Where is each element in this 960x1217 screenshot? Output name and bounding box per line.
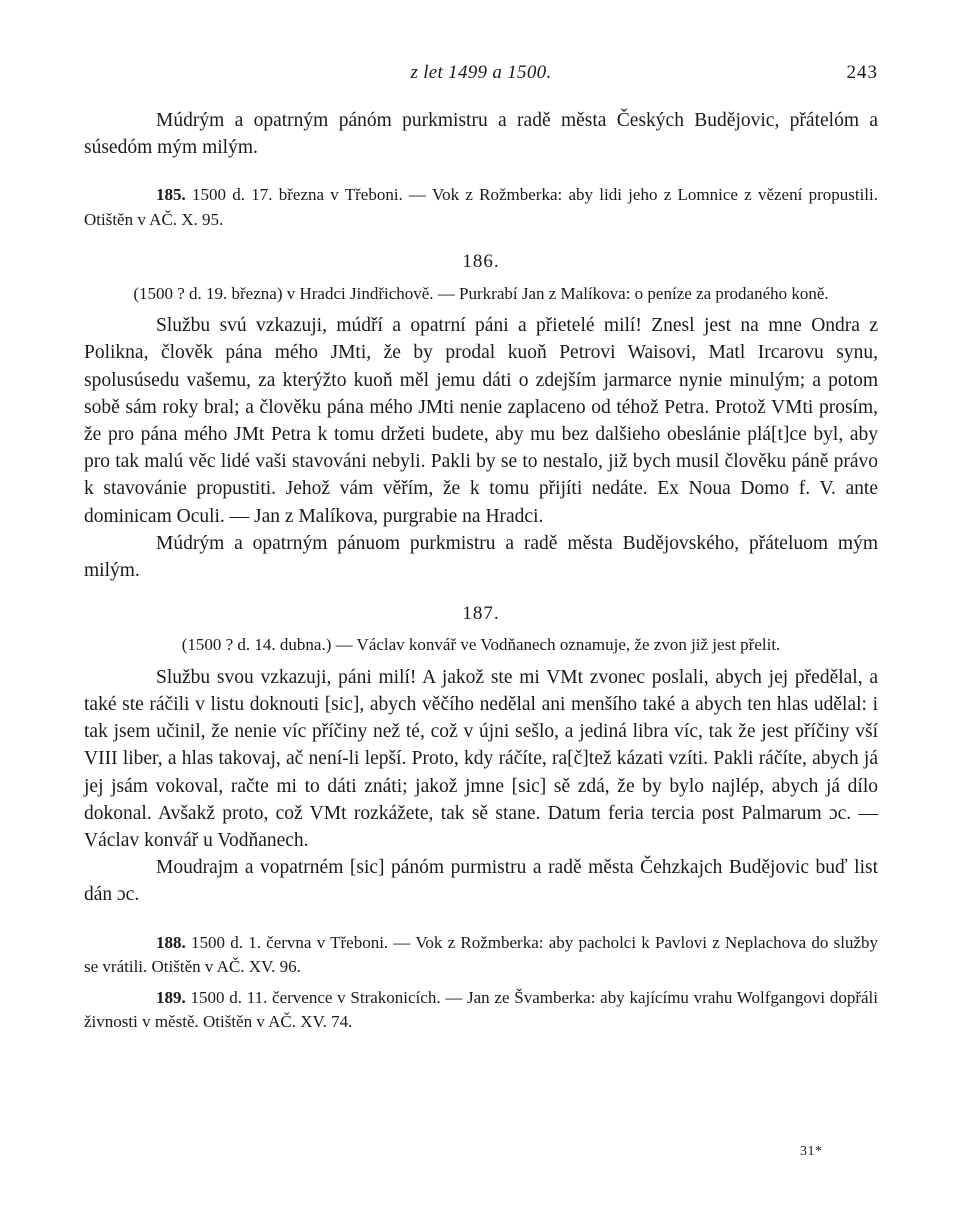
address-184: Múdrým a opatrným pánóm purkmistru a radě města Českých Budějovic, přátelóm a súsedóm mým milým. (84, 110, 878, 159)
signature-mark: 31* (800, 1144, 823, 1159)
section-number-187: 187. (462, 603, 500, 625)
entry-188-number: 188. (156, 932, 186, 952)
letter-text-187: Službu svou vzkazuji, páni milí! A jakož ste mi VMt zvonec poslali, abych jej předělal, a také ste ráčili v listu doknouti [sic], abych věčího nedělal ani menšího také a abych ten hlas udělal: i tak jsem učinil, že nenie víc příčiny než té, což v újni sešlo, a jediná libra víc, tak že jest příčiny vší VIII liber, a hlas takovaj, ač není-li lepší. Proto, kdy ráčíte, ra[č]tež kázati vzíti. Pakli ráčíte, abych já jej jsám vokoval, račte mi to dáti znáti; jakož jmne [sic] sě zdá, že by bylo najlép, abych já dílo dokonal. Avšakž proto, což VMt rozkážete, tak sě stane. Datum feria tercia post Palmarum ɔc. — Václav konvář u Vodňanech. (84, 666, 878, 852)
summary-187: (1500 ? d. 14. dubna.) — Václav konvář ve Vodňanech oznamuje, že zvon již jest přelit. (181, 635, 781, 655)
page-number: 243 (846, 62, 878, 83)
entry-189-number: 189. (156, 987, 186, 1007)
running-title: z let 1499 a 1500. (410, 62, 552, 83)
page-body (84, 107, 878, 1035)
section-number-186: 186. (462, 251, 500, 273)
entry-189-text: 1500 d. 11. července v Strakonicích. — Jan ze Švamberka: aby kajícímu vrahu Wolfgangovi dopřáli živnosti v městě. Otištěn v AČ. XV. 74. (84, 987, 879, 1032)
entry-185 (84, 183, 878, 232)
entry-185-text: 1500 d. 17. března v Třeboni. — Vok z Rožmberka: aby lidi jeho z Lomnice z vězení propustili. Otištěn v AČ. X. 95. (84, 185, 878, 229)
summary-186: (1500 ? d. 19. března) v Hradci Jindřichově. — Purkrabí Jan z Malíkova: o peníze za prodaného koně. (133, 283, 829, 303)
entry-188-text: 1500 d. 1. června v Třeboni. — Vok z Rožmberka: aby pacholci k Pavlovi z Neplachova do služby se vrátili. Otištěn v AČ. XV. 96. (84, 932, 878, 977)
letter-text-186: Službu svú vzkazuji, múdří a opatrní páni a přietelé milí! Znesl jest na mne Ondra z Polikna, člověk pána mého JMti, že by prodal kuoň Petrovi Waisovi, Matl Ircarovu synu, spolusúsedu vašemu, za kterýžto kuoň měl jemu dáti o zdejším jarmarce nynie minulým; a potom sobě sám roky bral; a člověku pána mého JMti nenie zaplaceno od téhož Petra. Protož VMti prosím, že pro pána mého JMt Petra k tomu držeti budete, aby mu bez dalšieho obeslánie plá[t]ce byl, aby pro tak malú věc lidé vaši stavováni nebyli. Pakli by se to nestalo, již bych musil člověku páně právo k stavovánie propustiti. Jehož vám věřím, že k tomu přijíti nedáte. Ex Noua Domo f. V. ante dominicam Oculi. — Jan z Malíkova, purgrabie na Hradci. (84, 315, 878, 527)
entry-189 (84, 986, 878, 1035)
address-186: Múdrým a opatrným pánuom purkmistru a radě města Budějovského, přáteluom mým milým. (84, 532, 878, 581)
address-187: Moudrajm a vopatrném [sic] pánóm purmistru a radě města Čehzkajch Budějovic buď list dán ɔc. (84, 857, 878, 906)
page-header (84, 62, 878, 88)
entry-185-number: 185. (156, 185, 186, 205)
entry-188 (84, 931, 878, 980)
